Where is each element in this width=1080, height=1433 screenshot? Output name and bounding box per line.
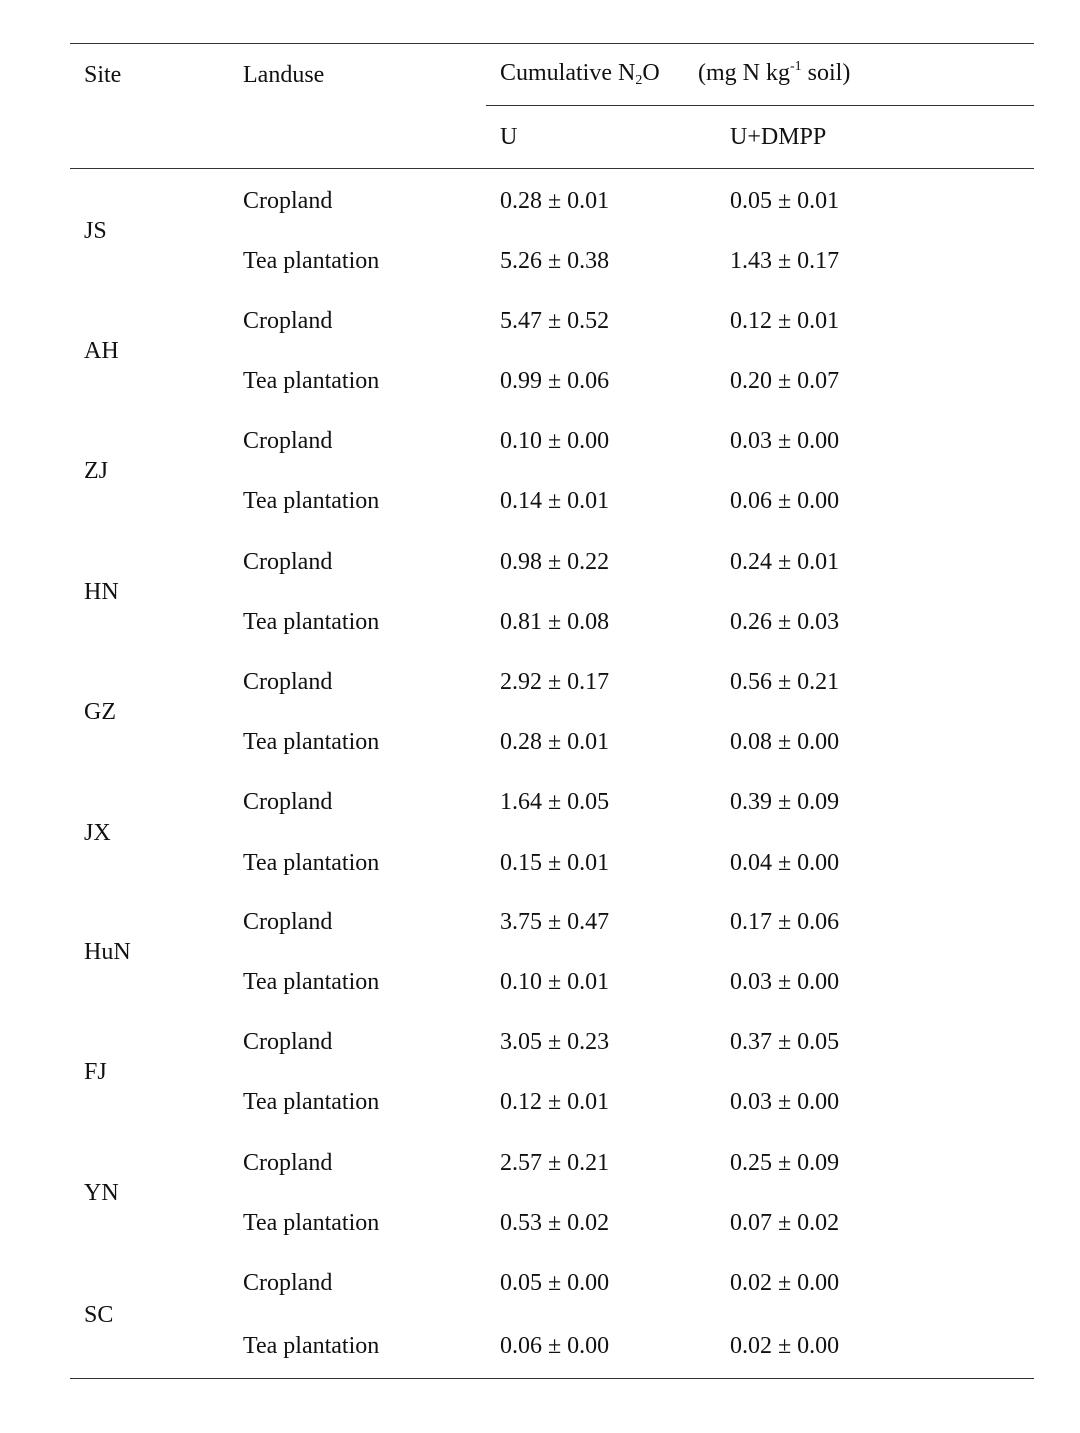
site-label: YN: [84, 1180, 119, 1206]
u-value-cell: 2.57 ± 0.21: [500, 1150, 610, 1176]
landuse-cell: Cropland: [243, 669, 333, 695]
top-rule: [70, 43, 1034, 44]
landuse-cell: Tea plantation: [243, 368, 380, 394]
u-value-cell: 0.99 ± 0.06: [500, 368, 610, 394]
u-dmpp-value-cell: 0.39 ± 0.09: [730, 789, 840, 815]
u-dmpp-value-cell: 0.24 ± 0.01: [730, 549, 840, 575]
u-dmpp-value-cell: 0.03 ± 0.00: [730, 1089, 840, 1115]
u-dmpp-value-cell: 0.07 ± 0.02: [730, 1210, 840, 1236]
u-value-cell: 0.12 ± 0.01: [500, 1089, 610, 1115]
u-dmpp-value-cell: 0.02 ± 0.00: [730, 1333, 840, 1359]
landuse-cell: Cropland: [243, 789, 333, 815]
landuse-cell: Cropland: [243, 308, 333, 334]
u-value-cell: 0.05 ± 0.00: [500, 1270, 610, 1296]
u-dmpp-value-cell: 0.06 ± 0.00: [730, 488, 840, 514]
u-value-cell: 0.28 ± 0.01: [500, 729, 610, 755]
header-landuse: Landuse: [243, 62, 325, 88]
site-label: HN: [84, 579, 119, 605]
site-label: GZ: [84, 699, 116, 725]
u-value-cell: 0.14 ± 0.01: [500, 488, 610, 514]
landuse-cell: Tea plantation: [243, 1210, 380, 1236]
header-cumulative-pre: Cumulative N: [500, 60, 636, 86]
u-value-cell: 0.53 ± 0.02: [500, 1210, 610, 1236]
u-dmpp-value-cell: 0.03 ± 0.00: [730, 428, 840, 454]
u-value-cell: 2.92 ± 0.17: [500, 669, 610, 695]
u-value-cell: 0.28 ± 0.01: [500, 188, 610, 214]
u-value-cell: 0.10 ± 0.00: [500, 428, 610, 454]
u-dmpp-value-cell: 0.08 ± 0.00: [730, 729, 840, 755]
u-dmpp-value-cell: 1.43 ± 0.17: [730, 248, 840, 274]
u-value-cell: 0.06 ± 0.00: [500, 1333, 610, 1359]
landuse-cell: Tea plantation: [243, 729, 380, 755]
u-dmpp-value-cell: 0.04 ± 0.00: [730, 850, 840, 876]
u-dmpp-value-cell: 0.02 ± 0.00: [730, 1270, 840, 1296]
landuse-cell: Tea plantation: [243, 248, 380, 274]
u-value-cell: 5.26 ± 0.38: [500, 248, 610, 274]
header-unit-pre: (mg N kg: [698, 60, 790, 86]
u-dmpp-value-cell: 0.56 ± 0.21: [730, 669, 840, 695]
landuse-cell: Tea plantation: [243, 1089, 380, 1115]
landuse-cell: Tea plantation: [243, 609, 380, 635]
site-label: AH: [84, 338, 119, 364]
header-u-dmpp: U+DMPP: [730, 124, 827, 150]
site-label: ZJ: [84, 458, 108, 484]
header-cumulative-n2o: [500, 58, 660, 88]
u-dmpp-value-cell: 0.03 ± 0.00: [730, 969, 840, 995]
header-cumulative-sub: 2: [635, 73, 643, 88]
landuse-cell: Cropland: [243, 1270, 333, 1296]
u-value-cell: 0.81 ± 0.08: [500, 609, 610, 635]
header-unit-post: soil): [801, 60, 851, 86]
site-label: HuN: [84, 939, 131, 965]
u-dmpp-value-cell: 0.26 ± 0.03: [730, 609, 840, 635]
landuse-cell: Tea plantation: [243, 850, 380, 876]
u-dmpp-value-cell: 0.17 ± 0.06: [730, 909, 840, 935]
u-dmpp-value-cell: 0.12 ± 0.01: [730, 308, 840, 334]
site-label: JS: [84, 218, 107, 244]
u-value-cell: 0.15 ± 0.01: [500, 850, 610, 876]
site-label: FJ: [84, 1059, 107, 1085]
u-dmpp-value-cell: 0.25 ± 0.09: [730, 1150, 840, 1176]
u-value-cell: 5.47 ± 0.52: [500, 308, 610, 334]
header-unit: [698, 58, 850, 88]
landuse-cell: Cropland: [243, 1150, 333, 1176]
header-unit-sup: -1: [790, 59, 802, 74]
u-dmpp-value-cell: 0.05 ± 0.01: [730, 188, 840, 214]
landuse-cell: Tea plantation: [243, 969, 380, 995]
header-u: U: [500, 124, 518, 150]
landuse-cell: Cropland: [243, 1029, 333, 1055]
site-label: SC: [84, 1302, 114, 1328]
header-sub-rule: [486, 105, 1034, 106]
bottom-rule: [70, 1378, 1034, 1379]
u-value-cell: 0.10 ± 0.01: [500, 969, 610, 995]
header-cumulative-post: O: [642, 60, 660, 86]
u-value-cell: 1.64 ± 0.05: [500, 789, 610, 815]
header-site: Site: [84, 62, 122, 88]
u-dmpp-value-cell: 0.20 ± 0.07: [730, 368, 840, 394]
u-value-cell: 3.05 ± 0.23: [500, 1029, 610, 1055]
landuse-cell: Cropland: [243, 188, 333, 214]
u-value-cell: 3.75 ± 0.47: [500, 909, 610, 935]
landuse-cell: Cropland: [243, 549, 333, 575]
landuse-cell: Cropland: [243, 909, 333, 935]
u-dmpp-value-cell: 0.37 ± 0.05: [730, 1029, 840, 1055]
landuse-cell: Tea plantation: [243, 1333, 380, 1359]
site-label: JX: [84, 820, 111, 846]
landuse-cell: Cropland: [243, 428, 333, 454]
landuse-cell: Tea plantation: [243, 488, 380, 514]
header-bottom-rule: [70, 168, 1034, 169]
u-value-cell: 0.98 ± 0.22: [500, 549, 610, 575]
